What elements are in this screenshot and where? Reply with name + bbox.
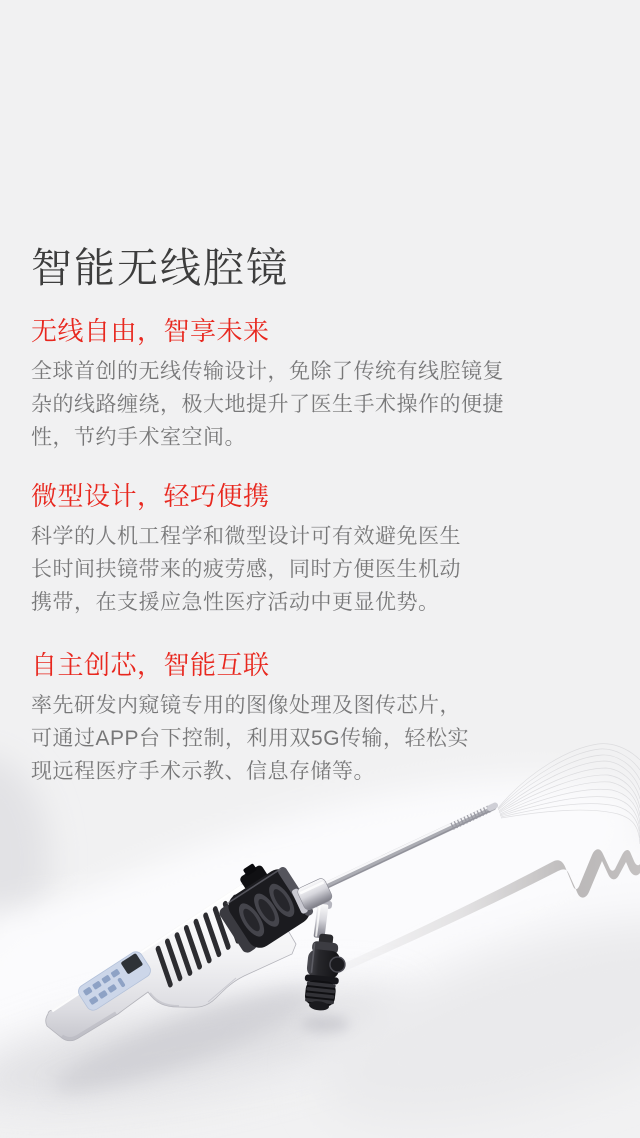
paragraph-line: 科学的人机工程学和微型设计可有效避免医生 [31,525,461,548]
connector-port [329,956,345,972]
section-heading: 微型设计，轻巧便携 [31,481,270,511]
paragraph-line: 携带，在支援应急性医疗活动中更显优势。 [31,591,440,614]
page-title: 智能无线腔镜 [31,245,289,291]
section-wireless-freedom [31,315,612,454]
paragraph-line: 杂的线路缠绕，极大地提升了医生手术操作的便捷 [31,393,504,416]
section-smart-chip [31,649,612,788]
paragraph-line: 率先研发内窥镜专用的图像处理及图传芯片， [31,694,461,717]
paragraph-line: 性，节约手术室空间。 [31,426,246,449]
section-heading: 无线自由，智享未来 [31,316,270,346]
section-heading: 自主创芯，智能互联 [31,650,270,680]
section-paragraph [31,689,612,788]
paragraph-line: 可通过APP台下控制，利用双5G传输，轻松实 [31,727,470,750]
paragraph-line: 全球首创的无线传输设计，免除了传统有线腔镜复 [31,360,504,383]
connector-shadow [301,1016,349,1032]
text-content [31,0,612,788]
section-micro-design [31,480,612,619]
paragraph-line: 长时间扶镜带来的疲劳感，同时方便医生机动 [31,558,461,581]
section-paragraph [31,355,612,454]
product-image [0,730,640,1138]
section-paragraph [31,520,612,619]
paragraph-line: 现远程医疗手术示教、信息存储等。 [31,760,375,783]
